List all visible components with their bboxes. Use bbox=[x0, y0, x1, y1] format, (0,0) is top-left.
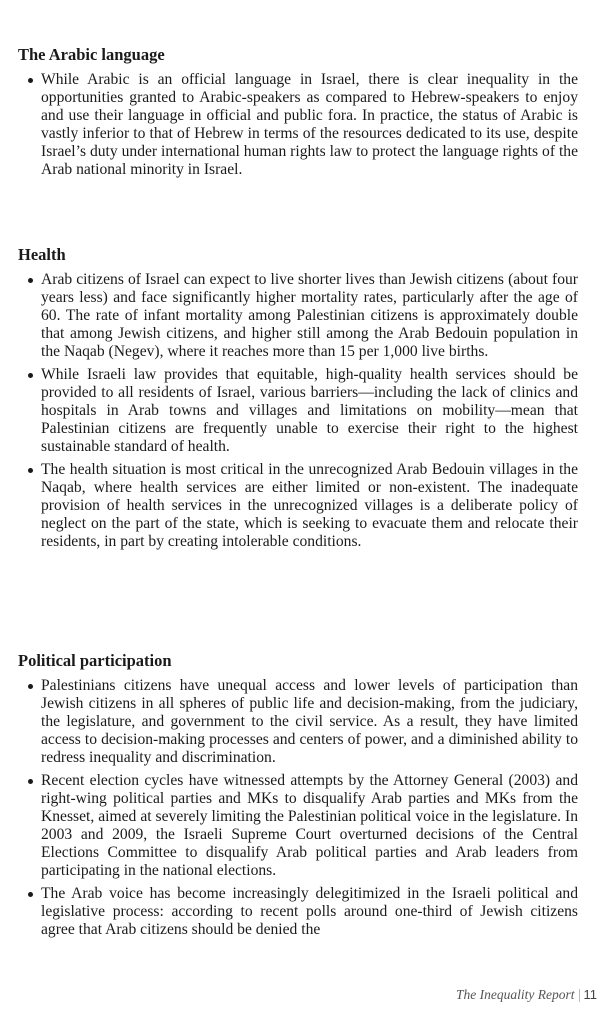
page-number: 11 bbox=[583, 987, 597, 1002]
bullet-text: Recent election cycles have witnessed attempts by the Attorney General (2003) and right-wing political parties and MKs to disqualify Arab parties and MKs from the Knesset, aimed at severely limiting the Palestinian political voice in the legislature. In 2003 and 2009, the Israeli Supreme Court overturned decisions of the Central Elections Committee to disqualify Arab political parties and Arab leaders from participating in the national elections. bbox=[41, 772, 578, 879]
page-footer bbox=[456, 987, 597, 1003]
section-political-participation bbox=[18, 651, 578, 944]
section-heading: Political participation bbox=[18, 651, 172, 670]
section-heading: The Arabic language bbox=[18, 45, 165, 64]
section-arabic-language bbox=[18, 45, 578, 184]
section-heading: Health bbox=[18, 245, 66, 264]
bullet-item bbox=[18, 461, 578, 551]
bullet-item bbox=[18, 271, 578, 361]
bullet-dot-icon bbox=[28, 278, 33, 283]
bullet-dot-icon bbox=[28, 779, 33, 784]
bullet-list bbox=[18, 71, 578, 179]
bullet-text: Palestinians citizens have unequal access and lower levels of participation than Jewish citizens in all spheres of public life and decision-making, from the judiciary, the legislature, and government to the civil service. As a result, they have limited access to decision-making processes and centers of power, and a diminished ability to redress inequality and discrimination. bbox=[41, 677, 578, 766]
footer-divider bbox=[579, 989, 580, 1002]
bullet-text: While Israeli law provides that equitable, high-quality health services should be provided to all residents of Israel, various barriers—including the lack of clinics and hospitals in Arab towns and villages and limitations on mobility—mean that Palestinian citizens are frequently unable to exercise their right to the highest sustainable standard of health. bbox=[41, 366, 578, 455]
bullet-dot-icon bbox=[28, 78, 33, 83]
bullet-item bbox=[18, 677, 578, 767]
bullet-dot-icon bbox=[28, 373, 33, 378]
section-health bbox=[18, 245, 578, 556]
bullet-item bbox=[18, 366, 578, 456]
bullet-item bbox=[18, 885, 578, 939]
bullet-text: The Arab voice has become increasingly delegitimized in the Israeli political and legislative process: according to recent polls around one-third of Jewish citizens agree that Arab citizens should be denied the bbox=[41, 885, 578, 938]
bullet-dot-icon bbox=[28, 684, 33, 689]
bullet-text: Arab citizens of Israel can expect to live shorter lives than Jewish citizens (about four years less) and face significantly higher mortality rates, particularly after the age of 60. The rate of infant mortality among Palestinian citizens is approximately double that among Jewish citizens, and higher still among the Arab Bedouin population in the Naqab (Negev), where it reaches more than 15 per 1,000 live births. bbox=[41, 271, 578, 360]
bullet-list bbox=[18, 271, 578, 551]
bullet-list bbox=[18, 677, 578, 939]
bullet-item bbox=[18, 71, 578, 179]
bullet-dot-icon bbox=[28, 468, 33, 473]
bullet-item bbox=[18, 772, 578, 880]
bullet-dot-icon bbox=[28, 892, 33, 897]
bullet-text: While Arabic is an official language in Israel, there is clear inequality in the opportunities granted to Arabic-speakers as compared to Hebrew-speakers to enjoy and use their language in official and public fora. In practice, the status of Arabic is vastly inferior to that of Hebrew in terms of the resources dedicated to its use, despite Israel’s duty under international human rights law to protect the language rights of the Arab national minority in Israel. bbox=[41, 71, 578, 178]
bullet-text: The health situation is most critical in the unrecognized Arab Bedouin villages in the Naqab, where health services are either limited or non-existent. The inadequate provision of health services in the unrecognized villages is a deliberate policy of neglect on the part of the state, which is seeking to evacuate them and relocate their residents, in part by creating intolerable conditions. bbox=[41, 461, 578, 550]
footer-report-title: The Inequality Report bbox=[456, 987, 575, 1002]
